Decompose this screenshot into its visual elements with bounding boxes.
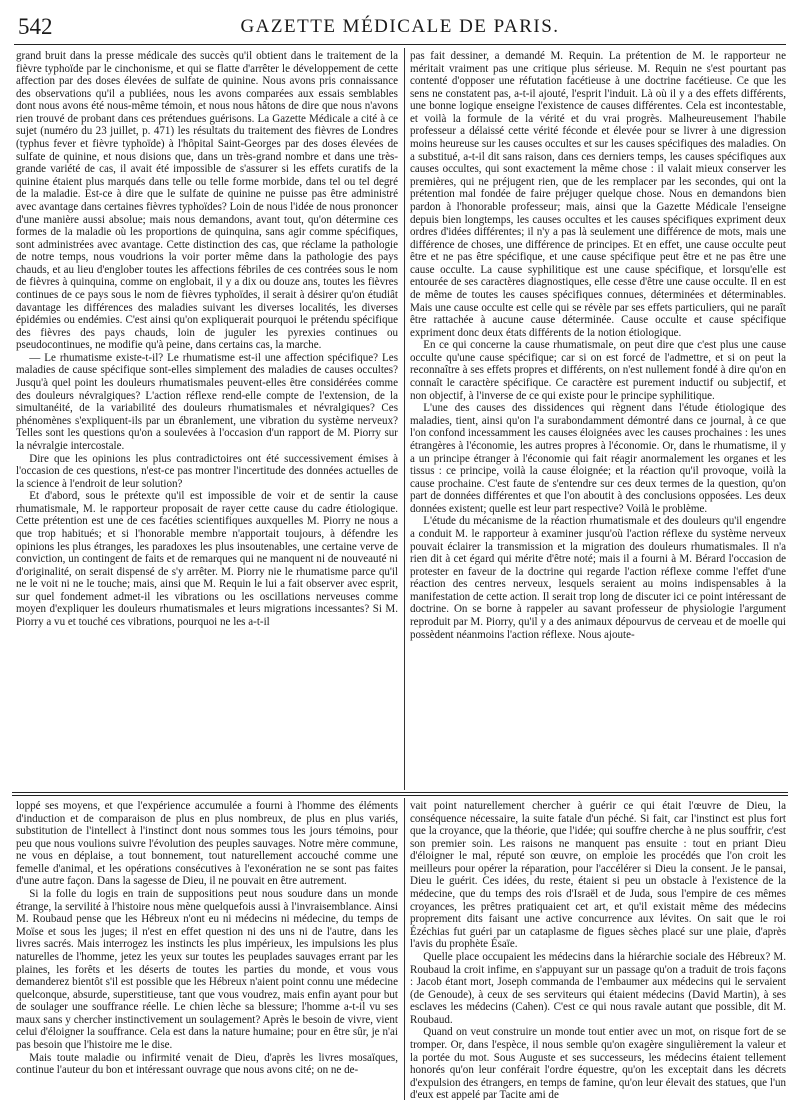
upper-right-column [410,50,786,790]
journal-title: GAZETTE MÉDICALE DE PARIS. [240,16,560,37]
paragraph: Si la folle du logis en train de suppositions peut nous soudure dans un monde étrange, la servilité à l'histoire nous mène quelquefois aussi à l'invraisemblance. Ainsi M. Roubaud pense que les Hébreux n'ont eu ni médecins ni médecine, du temps de Moïse et sous les juges; il n'est en effet question ni des uns ni de l'autre, dans les livres sacrés. Mais interrogez les instincts les plus impérieux, les impulsions les plus naturelles de l'homme, jetez les yeux sur toutes les peuplades sauvages errant par les plaines, les forêts et les déserts de toutes les parties du monde, et vous vous demanderez bientôt s'il est possible que les Hébreux n'aient point connu une médecine quelconque, absurde, superstitieuse, tant que vous voudrez, mais enfin ayant pour but de soulager une souffrance réelle. Le chien lèche sa blessure; l'homme a-t-il vu ses maux sans y chercher instinctivement un soulagement? Après le besoin de vivre, vient celui d'éloigner la souffrance. Cela est dans la nature humaine; pour en être sûr, je n'ai pas besoin que l'histoire me le dise. [16,888,398,1051]
section-divider [12,792,788,796]
paragraph: En ce qui concerne la cause rhumatismale, on peut dire que c'est plus une cause occulte qu'une cause spécifique; car si on est forcé de l'admettre, et si on peut la reconnaître à ses effets propres et différents, on n'est nullement fondé à dire qu'on en connaît le caractère spécifique. Ce caractère est purement inductif ou subjectif, et non objectif, à l'inverse de ce qui existe pour le principe syphilitique. [410,339,786,402]
paragraph: Mais toute maladie ou infirmité venait de Dieu, d'après les livres mosaïques, continue l'auteur du bon et intéressant ouvrage que nous avons cité; on ne de- [16,1051,398,1077]
paragraph: vait point naturellement chercher à guérir ce qui était l'œuvre de Dieu, la conséquence nécessaire, la suite fatale d'un péché. Si fait, car l'instinct est plus fort que la croyance, que la théorie, que l'idée; qui souffre cherche à ne plus souffrir, c'est son premier soin. Les raisons ne manquent pas ensuite : tout en priant Dieu d'éloigner le mal, réputé son œuvre, on emploie les procédés que l'on croit les meilleurs pour opérer la réparation, pour l'accélérer si Dieu la consent. Je le pansai, Dieu le guérit. Ces idées, du reste, étaient si peu un obstacle à l'existence de la médecine, que du temps des rois d'Israël et de Juda, sous l'empire de ces mêmes croyances, les prêtres pratiquaient cet art, et qu'il existait même des médecins proprement dits faisant une active concurrence aux lévites. On sait que le roi Ézéchias fut guéri par un cataplasme de figues sèches placé sur une plaie, d'après l'avis du prophète Ésaïe. [410,800,786,951]
paragraph: loppé ses moyens, et que l'expérience accumulée a fourni à l'homme des éléments d'induction et de comparaison de plus en plus nombreux, de plus en plus variés, substitution de l'intellect à l'instinct dont nous sommes tous les jours témoins, pour peu que nous voulions suivre l'évolution des peuples sauvages. Notre mère commune, ne vous en déplaise, a tout bonnement, tout naturellement accouché comme une femelle d'animal, et les opérations consécutives à l'exonération ne se sont pas faites d'une autre façon. Dans la sagesse de Dieu, il ne pouvait en être autrement. [16,800,398,888]
page-number: 542 [18,14,53,39]
column-divider [404,798,405,1100]
paragraph: grand bruit dans la presse médicale des succès qu'il obtient dans le traitement de la fièvre typhoïde par le cinchonisme, et qui se flatte d'arrêter le développement de cette affection par des doses élevées de sulfate de quinine. Nous avons pris connaissance des observations qu'il a publiées, nous les avons comparées aux essais semblables dont nous avons été nous-même témoin, et nous nous hâtons de dire que nous n'avons rien trouvé de probant dans ces prétendues guérisons. La Gazette Médicale a cité à ce sujet (numéro du 23 juillet, p. 471) les résultats du traitement des fièvres de Londres (typhus fever et fièvre typhoïde) à l'hôpital Saint-Georges par des doses élevées de sulfate de quinine, et nous disions que, dans un très-grand nombre et dans une très-grande variété de cas, il avait été impossible de s'assurer si les effets curatifs de la quinine étaient plus marqués dans telle ou telle forme morbide, dans tel ou tel degré de la maladie. Est-ce à dire que le sulfate de quinine ne puisse pas être administré avec avantage dans certaines fièvres typhoïdes? Loin de nous l'idée de nous prononcer d'une manière aussi absolue; mais nous demandons, avant tout, qu'on détermine ces formes de la maladie où les proportions de quinquina, sans agir comme spécifiques, sont administrées avec avantage. Cette distinction des cas, que réclame la pathologie de notre temps, nous voudrions la voir porter même dans la pathologie des pays chauds, et au lieu d'englober toutes les affections fébriles de ces contrées sous le nom de fièvres à quinquina, comme on englobait, il y a dix ou douze ans, toutes les fièvres continues de ce pays sous le nom de fièvres typhoïdes, il serait à désirer qu'on étudiât davantage les différences des maladies suivant les diverses localités, les diverses épidémies ou endémies. C'est ainsi qu'on expliquerait pourquoi le prétendu spécifique des fièvres des pays chauds, loin de juguler les pyrexies continues ou pseudocontinues, ne modifie qu'à peine, dans certains cas, la marche. [16,50,398,352]
lower-left-column [16,800,398,1100]
paragraph: Quelle place occupaient les médecins dans la hiérarchie sociale des Hébreux? M. Roubaud la croit infime, en s'appuyant sur un passage qu'on a traduit de trois façons : Jacob étant mort, Joseph commanda de l'embaumer aux médecins qui le servaient (de Genoude), à ceux de ses serviteurs qui étaient médecins (David Martin), à ses esclaves les médecins (Cahen). C'est ce qui nous ravale autant que possible, dit M. Roubaud. [410,950,786,1026]
paragraph: Quand on veut construire un monde tout entier avec un mot, on risque fort de se tromper. Or, dans l'espèce, il nous semble qu'on exagère singulièrement la valeur et la portée du mot. Sous Auguste et ses successeurs, les médecins étaient tellement honorés qu'on leur conférait l'ordre équestre, qu'on les exceptait dans les décrets d'expulsion des étrangers, en temps de famine, qu'on leur élevait des statues, que l'un d'eux est appelé par Tacite ami de [410,1026,786,1100]
paragraph: L'étude du mécanisme de la réaction rhumatismale et des douleurs qu'il engendre a conduit M. le rapporteur à examiner jusqu'où l'action réflexe du système nerveux pouvait éclairer la transmission et la migration des douleurs rhumatismales. Il n'a rien dit à cet égard qui mérite d'être noté; mais il a fourni à M. Bérard l'occasion de protester en faveur de la doctrine qui regarde l'action réflexe comme l'effet d'une réaction des centres nerveux, lesquels seraient au moins indispensables à la manifestation de cette action. Il serait trop long de discuter ici ce point intéressant de doctrine. On se borne à rappeler au savant professeur de physiologie l'argument reproduit par M. Piorry, qu'il y a des animaux dépourvus de cerveau et de moelle qui possèdent néanmoins l'action réflexe. Nous ajoute- [410,515,786,641]
upper-left-column [16,50,398,790]
column-divider [404,48,405,790]
paragraph: Dire que les opinions les plus contradictoires ont été successivement émises à l'occasion de ces questions, n'est-ce pas montrer l'incertitude des données actuelles de la science à l'endroit de leur solution? [16,452,398,490]
lower-right-column [410,800,786,1100]
page-header [14,10,786,45]
paragraph: Et d'abord, sous le prétexte qu'il est impossible de voir et de sentir la cause rhumatismale, M. le rapporteur proposait de rayer cette cause du cadre étiologique. Cette prétention est une de ces facéties scientifiques auxquelles M. Piorry ne nous a que trop habitués; et si l'honorable membre n'apportait toujours, à défendre les opinions les plus étranges, les paradoxes les plus insoutenables, une certaine verve de conviction, un contingent de faits et de remarques qui ne manquent ni de nouveauté ni d'originalité, on serait dispensé de s'y arrêter. M. Piorry nie le rhumatisme parce qu'il ne le voit ni ne le touche; mais, ainsi que M. Requin le lui a fait observer avec esprit, sur quel fondement admet-il les vibrations ou les oscillations nerveuses comme moyen d'expliquer les douleurs rhumatismales et leurs migrations incessantes? Si M. Piorry a vu et touché ces vibrations, pourquoi ne les a-t-il [16,490,398,629]
paragraph: — Le rhumatisme existe-t-il? Le rhumatisme est-il une affection spécifique? Les maladies de cause spécifique sont-elles simplement des maladies de causes occultes? Jusqu'à quel point les douleurs rhumatismales peuvent-elles être considérées comme des douleurs névralgiques? L'action réflexe rend-elle compte de l'extension, de la simultanéité, de la variabilité des douleurs rhumatismales et névralgiques? Ces phénomènes s'expliquent-ils par un ébranlement, une vibration du système nerveux? Telles sont les questions qu'on a soulevées à l'occasion d'un rapport de M. Piorry sur la névralgie intercostale. [16,351,398,452]
paragraph: pas fait dessiner, a demandé M. Requin. La prétention de M. le rapporteur ne méritait vraiment pas une critique plus sérieuse. M. Requin ne s'est pourtant pas contenté d'opposer une réfutation facétieuse à une doctrine facétieuse. Ce que les sens ne constatent pas, a-t-il ajouté, l'esprit l'induit. Là où il y a des effets différents, une bonne logique enseigne l'existence de causes différentes. Cela est incontestable, et voilà la formule de la vérité et du vrai progrès. Malheureusement l'habile professeur a délaissé cette vérité féconde et élevée pour se livrer à une digression moins heureuse sur les causes occultes et sur les causes spécifiques des maladies. On a substitué, a-t-il dit sans raison, dans ces derniers temps, les causes spécifiques aux causes occultes, qui sont exactement la même chose : il valait mieux conserver les premières, qui ne préjugent rien, que de les remplacer par les secondes, qui ont la prétention mal fondée de faire préjuger quelque chose. Nous en demandons bien pardon à l'honorable professeur; mais, ainsi que la Gazette Médicale l'enseigne depuis bien longtemps, les causes occultes et les causes spécifiques expriment deux ordres d'idées différentes; il n'y a pas là seulement une différence de mots, mais une différence de choses, une différence de principes. Et en effet, une cause occulte peut être et ne pas être spécifique, et une cause spécifique peut être et ne pas être une cause occulte. La cause syphilitique est une cause spécifique, et lorsqu'elle est entourée de ses caractères diagnostiques, elle cesse d'être une cause occulte. Il en est de même de toutes les causes spécifiques connues, déterminées et déterminables. Mais une cause occulte est celle qui se révèle par ses effets particuliers, qui ne paraît être rattachée à aucune cause déterminée. Cause occulte et cause spécifique expriment donc deux états différents de la notion étiologique. [410,50,786,339]
paragraph: L'une des causes des dissidences qui règnent dans l'étude étiologique des maladies, tient, ainsi qu'on l'a surabondamment démontré dans ce journal, à ce que l'on confond incessamment les causes éloignées avec les causes prochaines : les unes étrangères à l'économie, les autres propres à l'économie. Or, dans le rhumatisme, il y a un principe étranger à l'économie qui fait réagir anormalement les organes et les tissus : ce principe, voilà la cause éloignée; et la réaction qu'il provoque, voilà la cause prochaine. C'est faute de s'entendre sur ces deux termes de la question, qu'on part de données différentes et que l'on aboutit à des conclusions opposées. Les deux données existent; quelle est leur part respective? Voilà le problème. [410,402,786,515]
